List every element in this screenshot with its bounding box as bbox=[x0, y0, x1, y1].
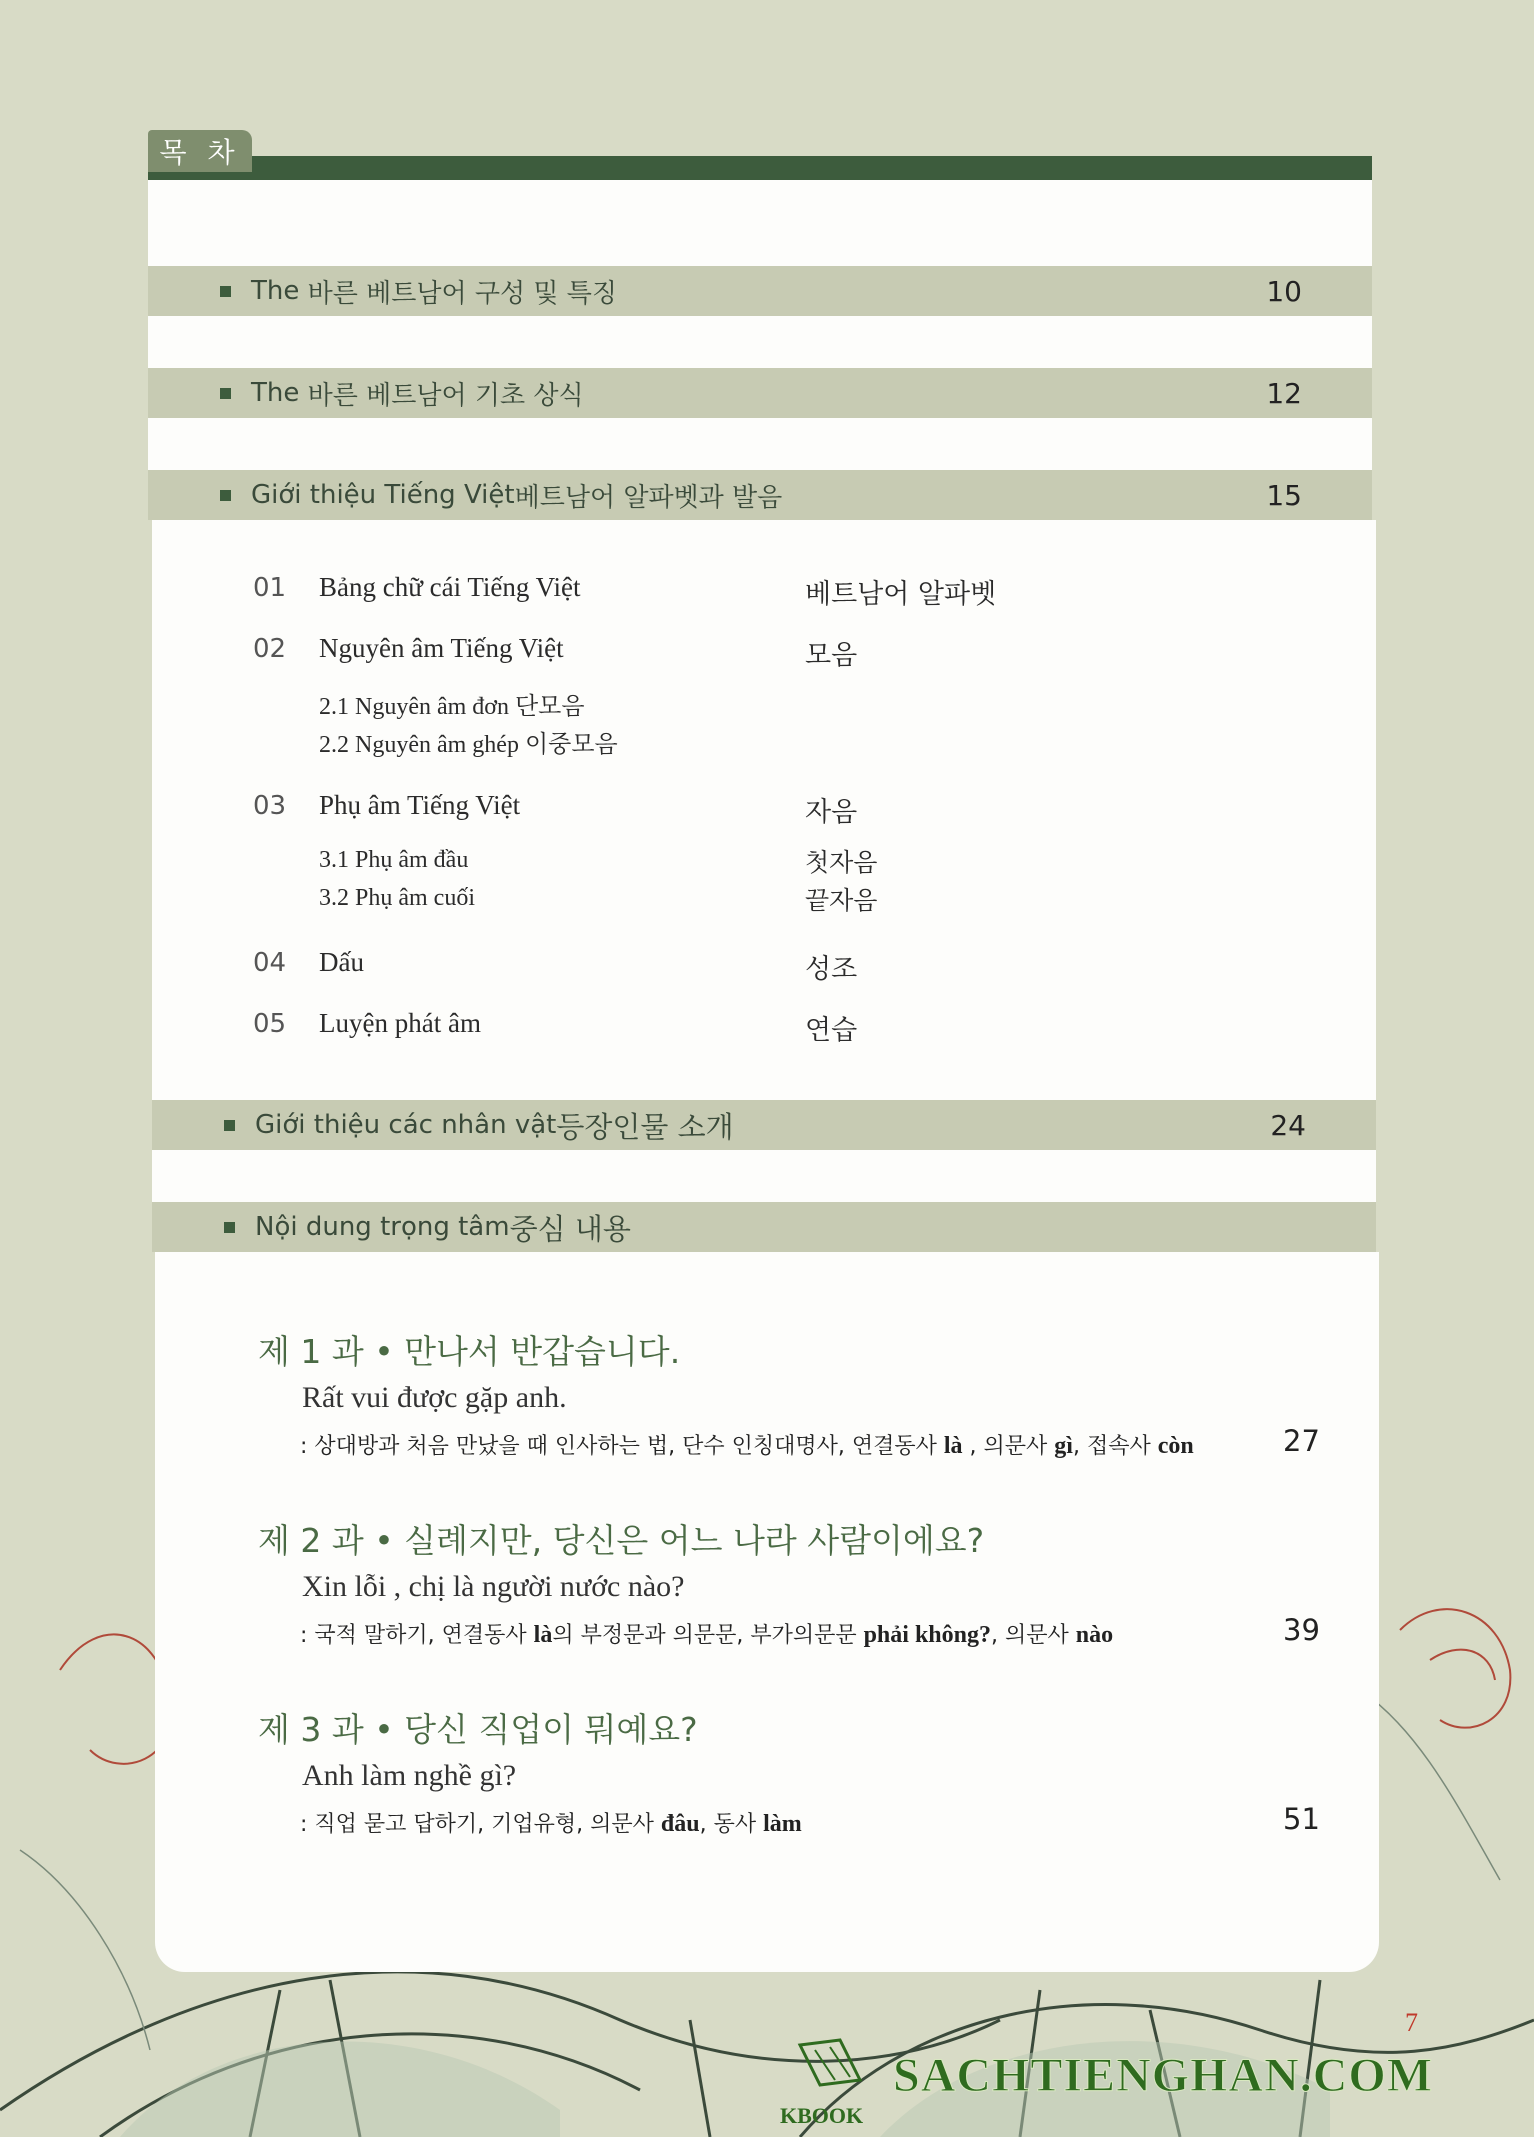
section-vi: Giới thiệu Tiếng Việt bbox=[251, 480, 515, 510]
lesson-title[interactable]: 제 2 과 • 실례지만, 당신은 어느 나라 사람이에요? bbox=[258, 1521, 985, 1560]
section-ko: 바른 베트남어 기초 상식 bbox=[307, 380, 584, 411]
toc-section[interactable] bbox=[152, 1100, 1376, 1150]
lesson-page: 27 bbox=[1283, 1424, 1320, 1458]
toc-section[interactable] bbox=[148, 470, 1372, 520]
kbook-logo-text: KBOOK bbox=[780, 2103, 864, 2128]
pron-item[interactable] bbox=[253, 1008, 1153, 1046]
desc-keyword: là bbox=[533, 1622, 553, 1648]
bullet-square-icon bbox=[224, 1120, 235, 1131]
lesson-page: 39 bbox=[1283, 1613, 1320, 1647]
lesson-description bbox=[300, 1618, 1113, 1649]
page-number: 7 bbox=[1405, 2008, 1418, 2037]
pron-ko: 자음 bbox=[805, 797, 858, 828]
pron-vi: Luyện phát âm bbox=[319, 1008, 481, 1038]
pron-ko: 성조 bbox=[805, 954, 858, 985]
panel-gap-1 bbox=[148, 316, 1372, 368]
kbook-logo bbox=[780, 2035, 880, 2130]
toc-header-bar bbox=[148, 156, 1372, 180]
desc-keyword: làm bbox=[763, 1811, 802, 1837]
watermark-brand: SACHTIENGHAN.COM bbox=[893, 2049, 1434, 2102]
desc-text: : 직업 묻고 답하기, 기업유형, 의문사 bbox=[300, 1812, 661, 1837]
pron-subitem[interactable] bbox=[319, 881, 1153, 915]
section-page: 15 bbox=[1266, 478, 1302, 512]
pron-item[interactable] bbox=[253, 790, 1153, 828]
panel-gap-2 bbox=[148, 418, 1372, 470]
pron-num: 05 bbox=[253, 1009, 287, 1039]
toc-tab-label: 목 차 bbox=[148, 130, 252, 172]
section-ko: 중심 내용 bbox=[509, 1211, 631, 1246]
desc-text: : 국적 말하기, 연결동사 bbox=[300, 1623, 534, 1648]
section-vi: Giới thiệu các nhân vật bbox=[255, 1110, 557, 1140]
bullet-square-icon bbox=[220, 388, 231, 399]
section-vi: The bbox=[251, 276, 300, 306]
lesson-title[interactable]: 제 3 과 • 당신 직업이 뭐예요? bbox=[258, 1710, 698, 1749]
pron-vi: Bảng chữ cái Tiếng Việt bbox=[319, 572, 581, 602]
pron-item[interactable] bbox=[253, 633, 1153, 671]
section-ko: 바른 베트남어 구성 및 특징 bbox=[307, 278, 617, 309]
pron-subitem[interactable]: 2.2 Nguyên âm ghép 이중모음 bbox=[319, 732, 618, 758]
toc-section[interactable] bbox=[148, 368, 1372, 418]
pron-ko: 첫자음 bbox=[805, 848, 878, 877]
section-page: 10 bbox=[1266, 274, 1302, 308]
section-vi: Nội dung trọng tâm bbox=[255, 1212, 510, 1242]
pron-sub-vi: 3.2 Phụ âm cuối bbox=[319, 885, 475, 911]
desc-text: , 접속사 bbox=[1072, 1434, 1158, 1459]
toc-section[interactable] bbox=[152, 1202, 1376, 1252]
bullet-square-icon bbox=[224, 1222, 235, 1233]
pron-ko: 모음 bbox=[805, 640, 858, 671]
pron-num: 04 bbox=[253, 948, 287, 978]
lesson-vi-phrase: Xin lỗi , chị là người nước nào? bbox=[302, 1570, 685, 1603]
pron-vi: Phụ âm Tiếng Việt bbox=[319, 790, 521, 820]
desc-keyword: còn bbox=[1157, 1433, 1194, 1459]
desc-keyword: phải không? bbox=[863, 1622, 991, 1648]
pron-num: 02 bbox=[253, 634, 287, 664]
desc-keyword: nào bbox=[1075, 1622, 1114, 1648]
section-vi: The bbox=[251, 378, 300, 408]
desc-keyword: gì bbox=[1054, 1433, 1073, 1459]
lesson-title[interactable]: 제 1 과 • 만나서 반갑습니다. bbox=[258, 1332, 681, 1371]
lesson-page: 51 bbox=[1283, 1802, 1320, 1836]
section-ko: 등장인물 소개 bbox=[556, 1109, 734, 1144]
panel-gap-3 bbox=[152, 1150, 1376, 1202]
bullet-square-icon bbox=[220, 490, 231, 501]
lesson-description bbox=[300, 1429, 1194, 1460]
pron-vi: Nguyên âm Tiếng Việt bbox=[319, 633, 564, 663]
pron-num: 03 bbox=[253, 791, 287, 821]
pron-sub-vi: 3.1 Phụ âm đầu bbox=[319, 847, 469, 873]
pron-subitem[interactable] bbox=[319, 843, 1153, 877]
section-page: 12 bbox=[1266, 376, 1302, 410]
toc-section[interactable] bbox=[148, 266, 1372, 316]
desc-text: , 의문사 bbox=[962, 1434, 1055, 1459]
section-ko: 베트남어 알파벳과 발음 bbox=[514, 482, 783, 513]
desc-text: : 상대방과 처음 만났을 때 인사하는 법, 단수 인칭대명사, 연결동사 bbox=[300, 1434, 944, 1459]
lesson-vi-phrase: Rất vui được gặp anh. bbox=[302, 1381, 567, 1414]
pron-item[interactable] bbox=[253, 947, 1153, 985]
pron-item[interactable] bbox=[253, 572, 1153, 610]
panel-top bbox=[148, 180, 1372, 266]
pron-ko: 베트남어 알파벳 bbox=[805, 579, 997, 610]
lesson-vi-phrase: Anh làm nghề gì? bbox=[302, 1759, 517, 1792]
desc-keyword: là bbox=[943, 1433, 963, 1459]
section-page: 24 bbox=[1270, 1108, 1306, 1142]
desc-text: 의 부정문과 의문문, 부가의문문 bbox=[552, 1623, 864, 1648]
desc-text: , 의문사 bbox=[990, 1623, 1076, 1648]
bullet-square-icon bbox=[220, 286, 231, 297]
lesson-description bbox=[300, 1807, 802, 1838]
pron-vi: Dấu bbox=[319, 947, 364, 977]
desc-text: , 동사 bbox=[699, 1812, 764, 1837]
pron-ko: 끝자음 bbox=[805, 886, 878, 915]
desc-keyword: đâu bbox=[660, 1811, 700, 1837]
pron-num: 01 bbox=[253, 573, 287, 603]
pron-subitem[interactable]: 2.1 Nguyên âm đơn 단모음 bbox=[319, 694, 585, 720]
pron-ko: 연습 bbox=[805, 1015, 858, 1046]
